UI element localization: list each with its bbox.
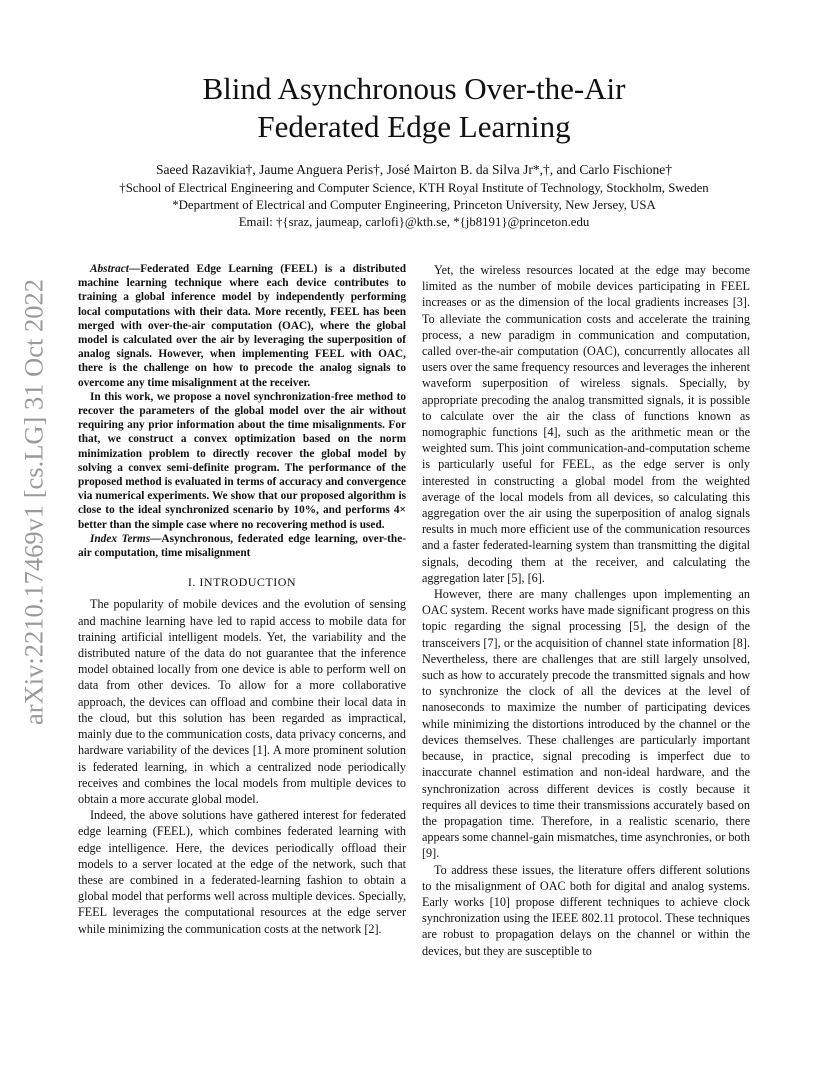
author-list: Saeed Razavikia†, Jaume Anguera Peris†, José Mairton B. da Silva Jr*,†, and Carlo Fischione† <box>156 162 672 177</box>
affiliation-princeton: *Department of Electrical and Computer Engineering, Princeton University, New Jersey, USA <box>172 198 656 212</box>
abstract-label: Abstract <box>90 263 129 275</box>
index-terms: —Asynchronous, federated edge learning, over-the-air computation, time misalignment <box>78 532 406 560</box>
abstract-paragraph-2: In this work, we propose a novel synchronization-free method to recover the parameters of the global model over the air without requiring any prior information about the time misalignments. For that, we construct a convex optimization based on the norm minimization problem to directly recover the global model by solving a convex semi-definite program. The performance of the proposed method is evaluated in terms of accuracy and convergence via numerical experiments. We show that our proposed algorithm is close to the ideal synchronized scenario by 10%, and performs 4× better than the simple case where no recovering method is used. <box>78 390 406 531</box>
author-emails: Email: †{sraz, jaumeap, carlofi}@kth.se, *{jb8191}@princeton.edu <box>238 215 590 229</box>
intro-paragraph-2: Indeed, the above solutions have gathered interest for federated edge learning (FEEL), which combines federated learning with edge intelligence. Here, the devices periodically offload their models to a server located at the edge of the network, such that these are combined in a federated-learning fashion to obtain a global model that performs well across multiple devices. Specially, FEEL leverages the computational resources at the edge server while minimizing the communication costs at the network [2]. <box>78 808 406 936</box>
right-column <box>422 262 750 959</box>
arxiv-stamp <box>18 262 50 742</box>
index-terms-label: Index Terms <box>90 532 151 545</box>
title-line-2: Federated Edge Learning <box>257 109 571 144</box>
intro-paragraph-1: The popularity of mobile devices and the evolution of sensing and machine learning have led to rapid access to mobile data for training artificial intelligent models. Yet, the variability and the distributed nature of the data do not guarantee that the inference model obtained locally from one device is able to perform well on data from other devices. To allow for a more collaborative approach, the devices can offload and combine their local data in the cloud, but this solution has been regarded as impractical, mainly due to the communication costs, data privacy concerns, and hardware variability of the devices [1]. A more prominent solution is federated learning, in which a centralized node periodically receives and combines the local models from multiple devices to obtain a more accurate global model. <box>78 597 406 806</box>
abstract-paragraph-1: —Federated Edge Learning (FEEL) is a distributed machine learning technique where each device contributes to training a global inference model by independently performing local computations with their data. More recently, FEEL has been merged with over-the-air computation (OAC), where the global model is calculated over the air by leveraging the superposition of analog signals. However, when implementing FEEL with OAC, there is the challenge on how to precode the analog signals to overcome any time misalignment at the receiver. <box>78 263 406 389</box>
arxiv-stamp-text: arXiv:2210.17469v1 [cs.LG] 31 Oct 2022 <box>18 278 49 726</box>
right-paragraph-2: However, there are many challenges upon implementing an OAC system. Recent works have made significant progress on this topic regarding the signal processing [5], the design of the transceivers [7], or the acquisition of channel state information [8]. Nevertheless, there are challenges that are still largely unsolved, such as how to accurately precode the transmitted signals and how to synchronize the clock of all the devices at the level of nanoseconds to maximize the number of participating devices while minimizing the distortions introduced by the channel or the devices themselves. These challenges are particularly important because, in practice, signal precoding is imperfect due to inaccurate channel estimation and non-ideal hardware, and the synchronization across different devices is costly because it requires all devices to time their transmissions accurately based on the propagation time. Therefore, in a realistic scenario, there appears some channel-gain mismatches, time asynchronies, or both [9]. <box>422 587 750 861</box>
left-column <box>78 262 406 937</box>
section-heading-introduction: I. INTRODUCTION <box>187 575 297 590</box>
affiliation-kth: †School of Electrical Engineering and Computer Science, KTH Royal Institute of Technology, Stockholm, Sweden <box>119 181 709 195</box>
right-paragraph-1: Yet, the wireless resources located at the edge may become limited as the number of mobile devices participating in FEEL increases or as the dimension of the local gradients increases [3]. To alleviate the communication costs and accelerate the training process, a new paradigm in communication and computation, called over-the-air computation (OAC), concurrently allocates all users over the same frequency resources and leverages the inherent waveform superposition of wireless signals. Specially, by appropriate precoding the analog transmitted signals, it is possible to calculate over the air the class of functions known as nomographic functions [4], such as the arithmetic mean or the weighted sum. This joint communication-and-computation scheme is particularly useful for FEEL, as the edge server is only interested in constructing a global model from the weighted average of the local models from all devices, so calculating this aggregation over the air using the superposition of analog signals results in much more efficient use of the communication resources and a faster federated-learning system than transmitting the digital signals, decoding them at the receiver, and calculating the aggregation later [5], [6]. <box>422 263 750 585</box>
paper-title <box>0 70 828 146</box>
abstract <box>78 262 406 560</box>
title-line-1: Blind Asynchronous Over-the-Air <box>202 71 626 106</box>
right-paragraph-3: To address these issues, the literature offers different solutions to the misalignment of OAC both for digital and analog systems. Early works [10] propose different techniques to achieve clock synchronization using the IEEE 802.11 protocol. These techniques are robust to propagation delays on the channel or within the devices, but they are susceptible to <box>422 862 750 958</box>
